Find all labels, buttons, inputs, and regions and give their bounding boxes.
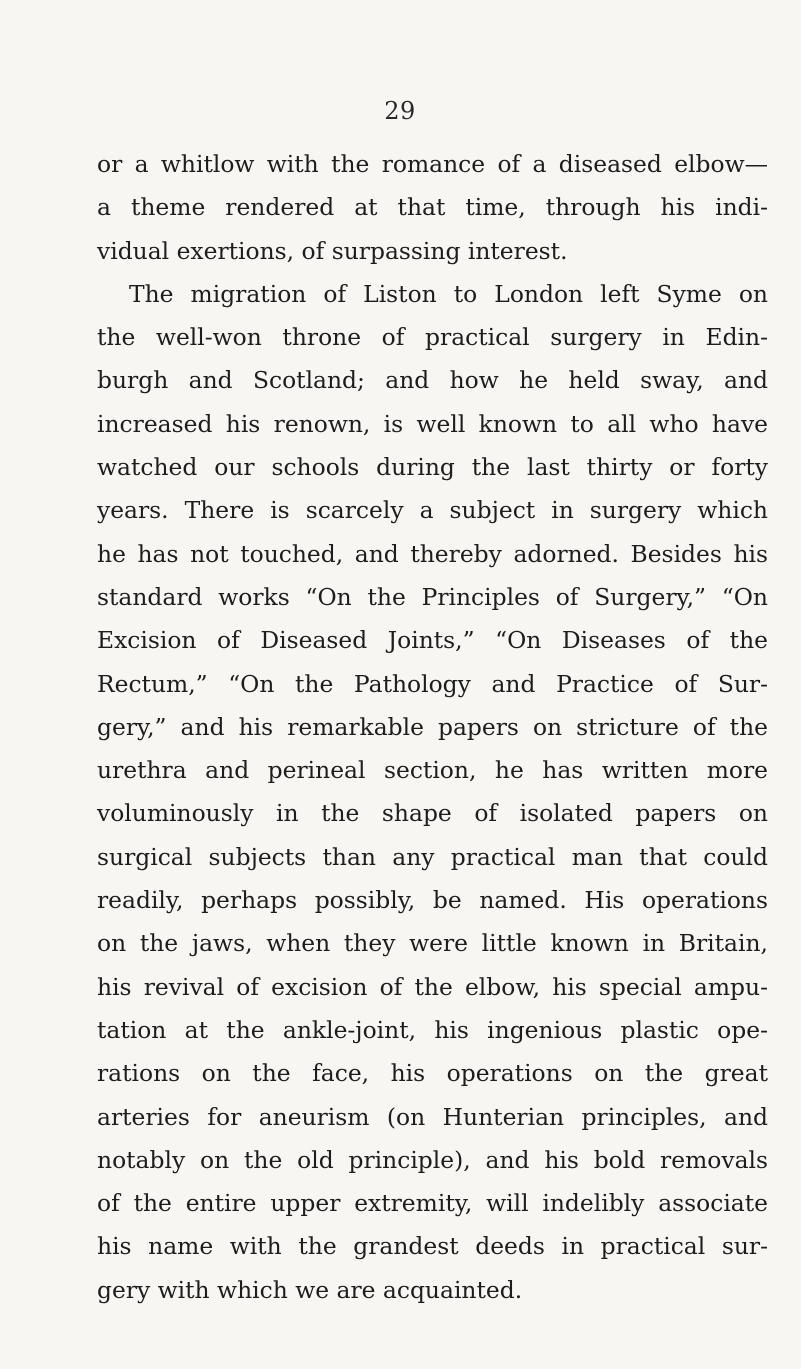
- page-number: 29: [384, 97, 416, 125]
- text-line: the well-won throne of practical surgery in Edin-: [97, 323, 768, 352]
- text-line: on the jaws, when they were little known in Britain,: [97, 929, 768, 958]
- text-line: surgical subjects than any practical man that could: [97, 842, 768, 871]
- text-line: notably on the old principle), and his bold removals: [97, 1145, 768, 1174]
- text-line: Rectum,” “On the Pathology and Practice of Sur-: [97, 669, 768, 698]
- text-line: his name with the grandest deeds in practical sur-: [97, 1232, 768, 1261]
- text-line: standard works “On the Principles of Surgery,” “On: [97, 582, 768, 611]
- text-line: tation at the ankle-joint, his ingenious plastic ope-: [97, 1015, 768, 1044]
- text-line: of the entire upper extremity, will indelibly associate: [97, 1189, 768, 1218]
- text-line: rations on the face, his operations on the great: [97, 1059, 768, 1088]
- text-line: gery,” and his remarkable papers on stricture of the: [97, 712, 768, 741]
- text-line: his revival of excision of the elbow, his special ampu-: [97, 972, 768, 1001]
- text-line: increased his renown, is well known to all who have: [97, 409, 768, 438]
- text-line: gery with which we are acquainted.: [97, 1275, 523, 1304]
- text-line: readily, perhaps possibly, be named. His operations: [97, 886, 768, 915]
- text-line: burgh and Scotland; and how he held sway, and: [97, 366, 768, 395]
- text-line: urethra and perineal section, he has written more: [97, 756, 768, 785]
- text-line: watched our schools during the last thirty or forty: [97, 453, 768, 482]
- text-line: years. There is scarcely a subject in surgery which: [97, 496, 768, 525]
- text-line: or a whitlow with the romance of a diseased elbow—: [97, 150, 768, 178]
- text-line: The migration of Liston to London left Syme on: [129, 279, 768, 308]
- text-line: arteries for aneurism (on Hunterian principles, and: [97, 1102, 768, 1131]
- body-text: [97, 143, 768, 1312]
- text-line: Excision of Diseased Joints,” “On Diseases of the: [97, 626, 768, 655]
- text-line: he has not touched, and thereby adorned. Besides his: [97, 539, 768, 568]
- text-line: a theme rendered at that time, through his indi-: [97, 193, 768, 222]
- text-line: voluminously in the shape of isolated papers on: [97, 799, 768, 828]
- text-line: vidual exertions, of surpassing interest.: [97, 236, 568, 265]
